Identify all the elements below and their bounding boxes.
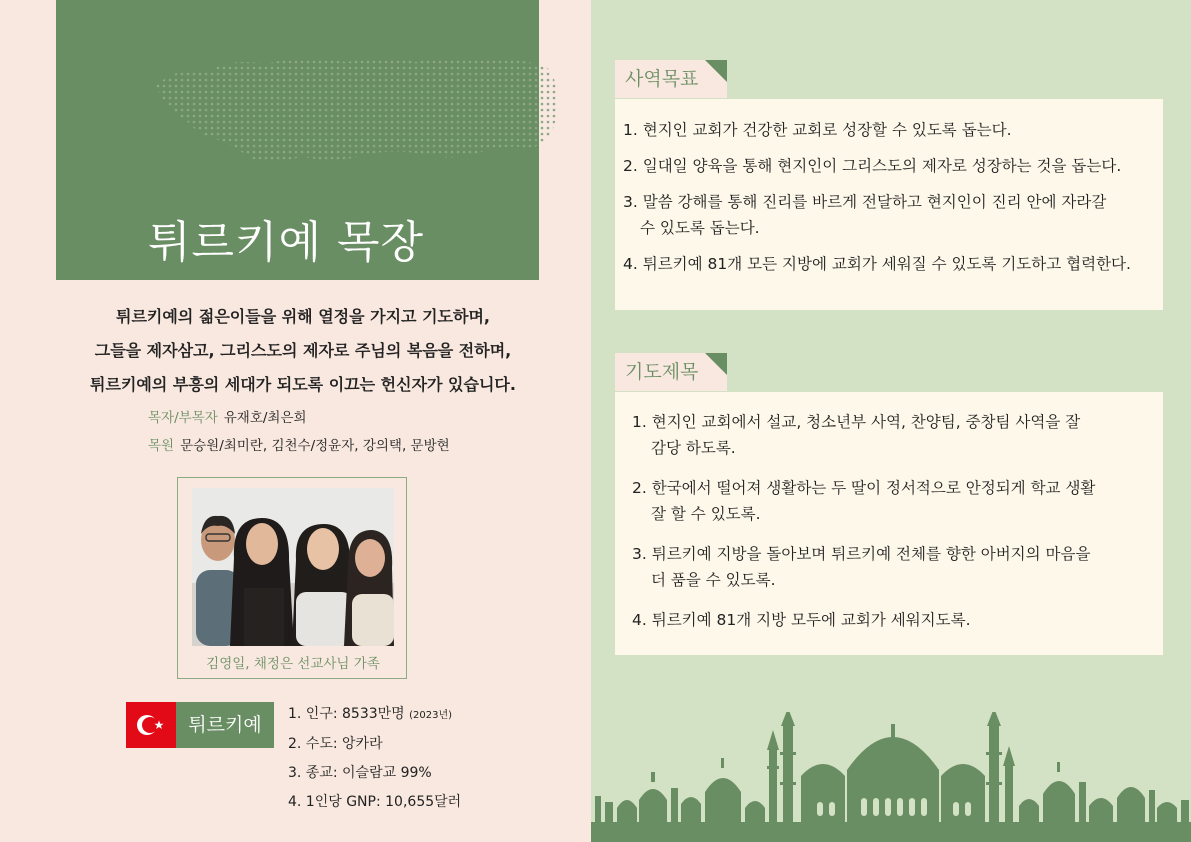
prayers-list [632, 409, 1163, 633]
mosque-skyline-silhouette [591, 712, 1191, 842]
prayers-panel [615, 392, 1163, 655]
fact-text: 3. 종교: 이슬람교 99% [288, 765, 432, 781]
turkey-flag-icon [126, 702, 176, 748]
staff-list [148, 404, 450, 460]
list-item: 2. 일대일 양육을 통해 현지인이 그리스도의 제자로 성장하는 것을 돕는다. [623, 157, 1122, 175]
intro-line: 튀르키예의 부흥의 세대가 되도록 이끄는 헌신자가 있습니다. [90, 375, 516, 394]
list-item: 1. 현지인 교회가 건강한 교회로 성장할 수 있도록 돕는다. [623, 121, 1012, 139]
intro-line: 튀르키예의 젊은이들을 위해 열정을 가지고 기도하며, [116, 307, 490, 326]
fact-text: 1. 인구: 8533만명 [288, 706, 405, 722]
crescent-star-icon [126, 702, 176, 748]
tag-corner-icon [705, 353, 727, 375]
list-item: 3. 튀르키예 지방을 돌아보며 튀르키예 전체를 향한 아버지의 마음을 더 품을 수 있도록. [632, 545, 1091, 589]
fact-item [288, 788, 461, 817]
members-row [148, 432, 450, 460]
family-photo-card [177, 477, 407, 679]
fact-item [288, 700, 461, 730]
members-label: 목원 [148, 438, 175, 454]
goals-tag [615, 60, 727, 98]
turkey-map-dots [156, 48, 566, 178]
pastor-names: 유재호/최은희 [223, 410, 307, 426]
country-facts [288, 700, 461, 817]
family-photo [192, 488, 394, 646]
photo-caption: 김영일, 채정은 선교사님 가족 [206, 656, 380, 672]
left-page [0, 0, 591, 842]
fact-item [288, 759, 461, 788]
fact-text: 4. 1인당 GNP: 10,655달러 [288, 794, 462, 810]
prayers-label: 기도제목 [625, 361, 699, 383]
goals-label: 사역목표 [625, 68, 699, 90]
fact-note: (2023년) [409, 710, 453, 721]
tag-corner-icon [705, 60, 727, 82]
members-names: 문승원/최미란, 김천수/정윤자, 강의택, 문방현 [180, 438, 450, 454]
page-title: 튀르키예 목장 [148, 217, 425, 268]
intro-text [56, 300, 550, 402]
fact-item [288, 730, 461, 759]
intro-line: 그들을 제자삼고, 그리스도의 제자로 주님의 복음을 전하며, [94, 341, 512, 360]
fact-text: 2. 수도: 앙카라 [288, 736, 383, 752]
goals-panel [615, 99, 1163, 310]
goals-list [623, 117, 1163, 277]
list-item: 2. 한국에서 떨어져 생활하는 두 딸이 정서적으로 안정되게 학교 생활 잘 할 수 있도록. [632, 479, 1096, 523]
list-item: 4. 튀르키예 81개 지방 모두에 교회가 세워지도록. [632, 611, 971, 629]
pastor-row [148, 404, 450, 432]
list-item: 4. 튀르키예 81개 모든 지방에 교회가 세워질 수 있도록 기도하고 협력한다. [623, 255, 1131, 273]
country-name-badge: 튀르키예 [176, 702, 274, 748]
list-item: 1. 현지인 교회에서 설교, 청소년부 사역, 찬양팀, 중창팀 사역을 잘 감당 하도록. [632, 413, 1081, 457]
prayers-tag [615, 353, 727, 391]
list-item: 3. 말씀 강해를 통해 진리를 바르게 전달하고 현지인이 진리 안에 자라갈 수 있도록 돕는다. [623, 193, 1107, 237]
header-banner [56, 0, 539, 280]
pastor-label: 목자/부목자 [148, 410, 218, 426]
